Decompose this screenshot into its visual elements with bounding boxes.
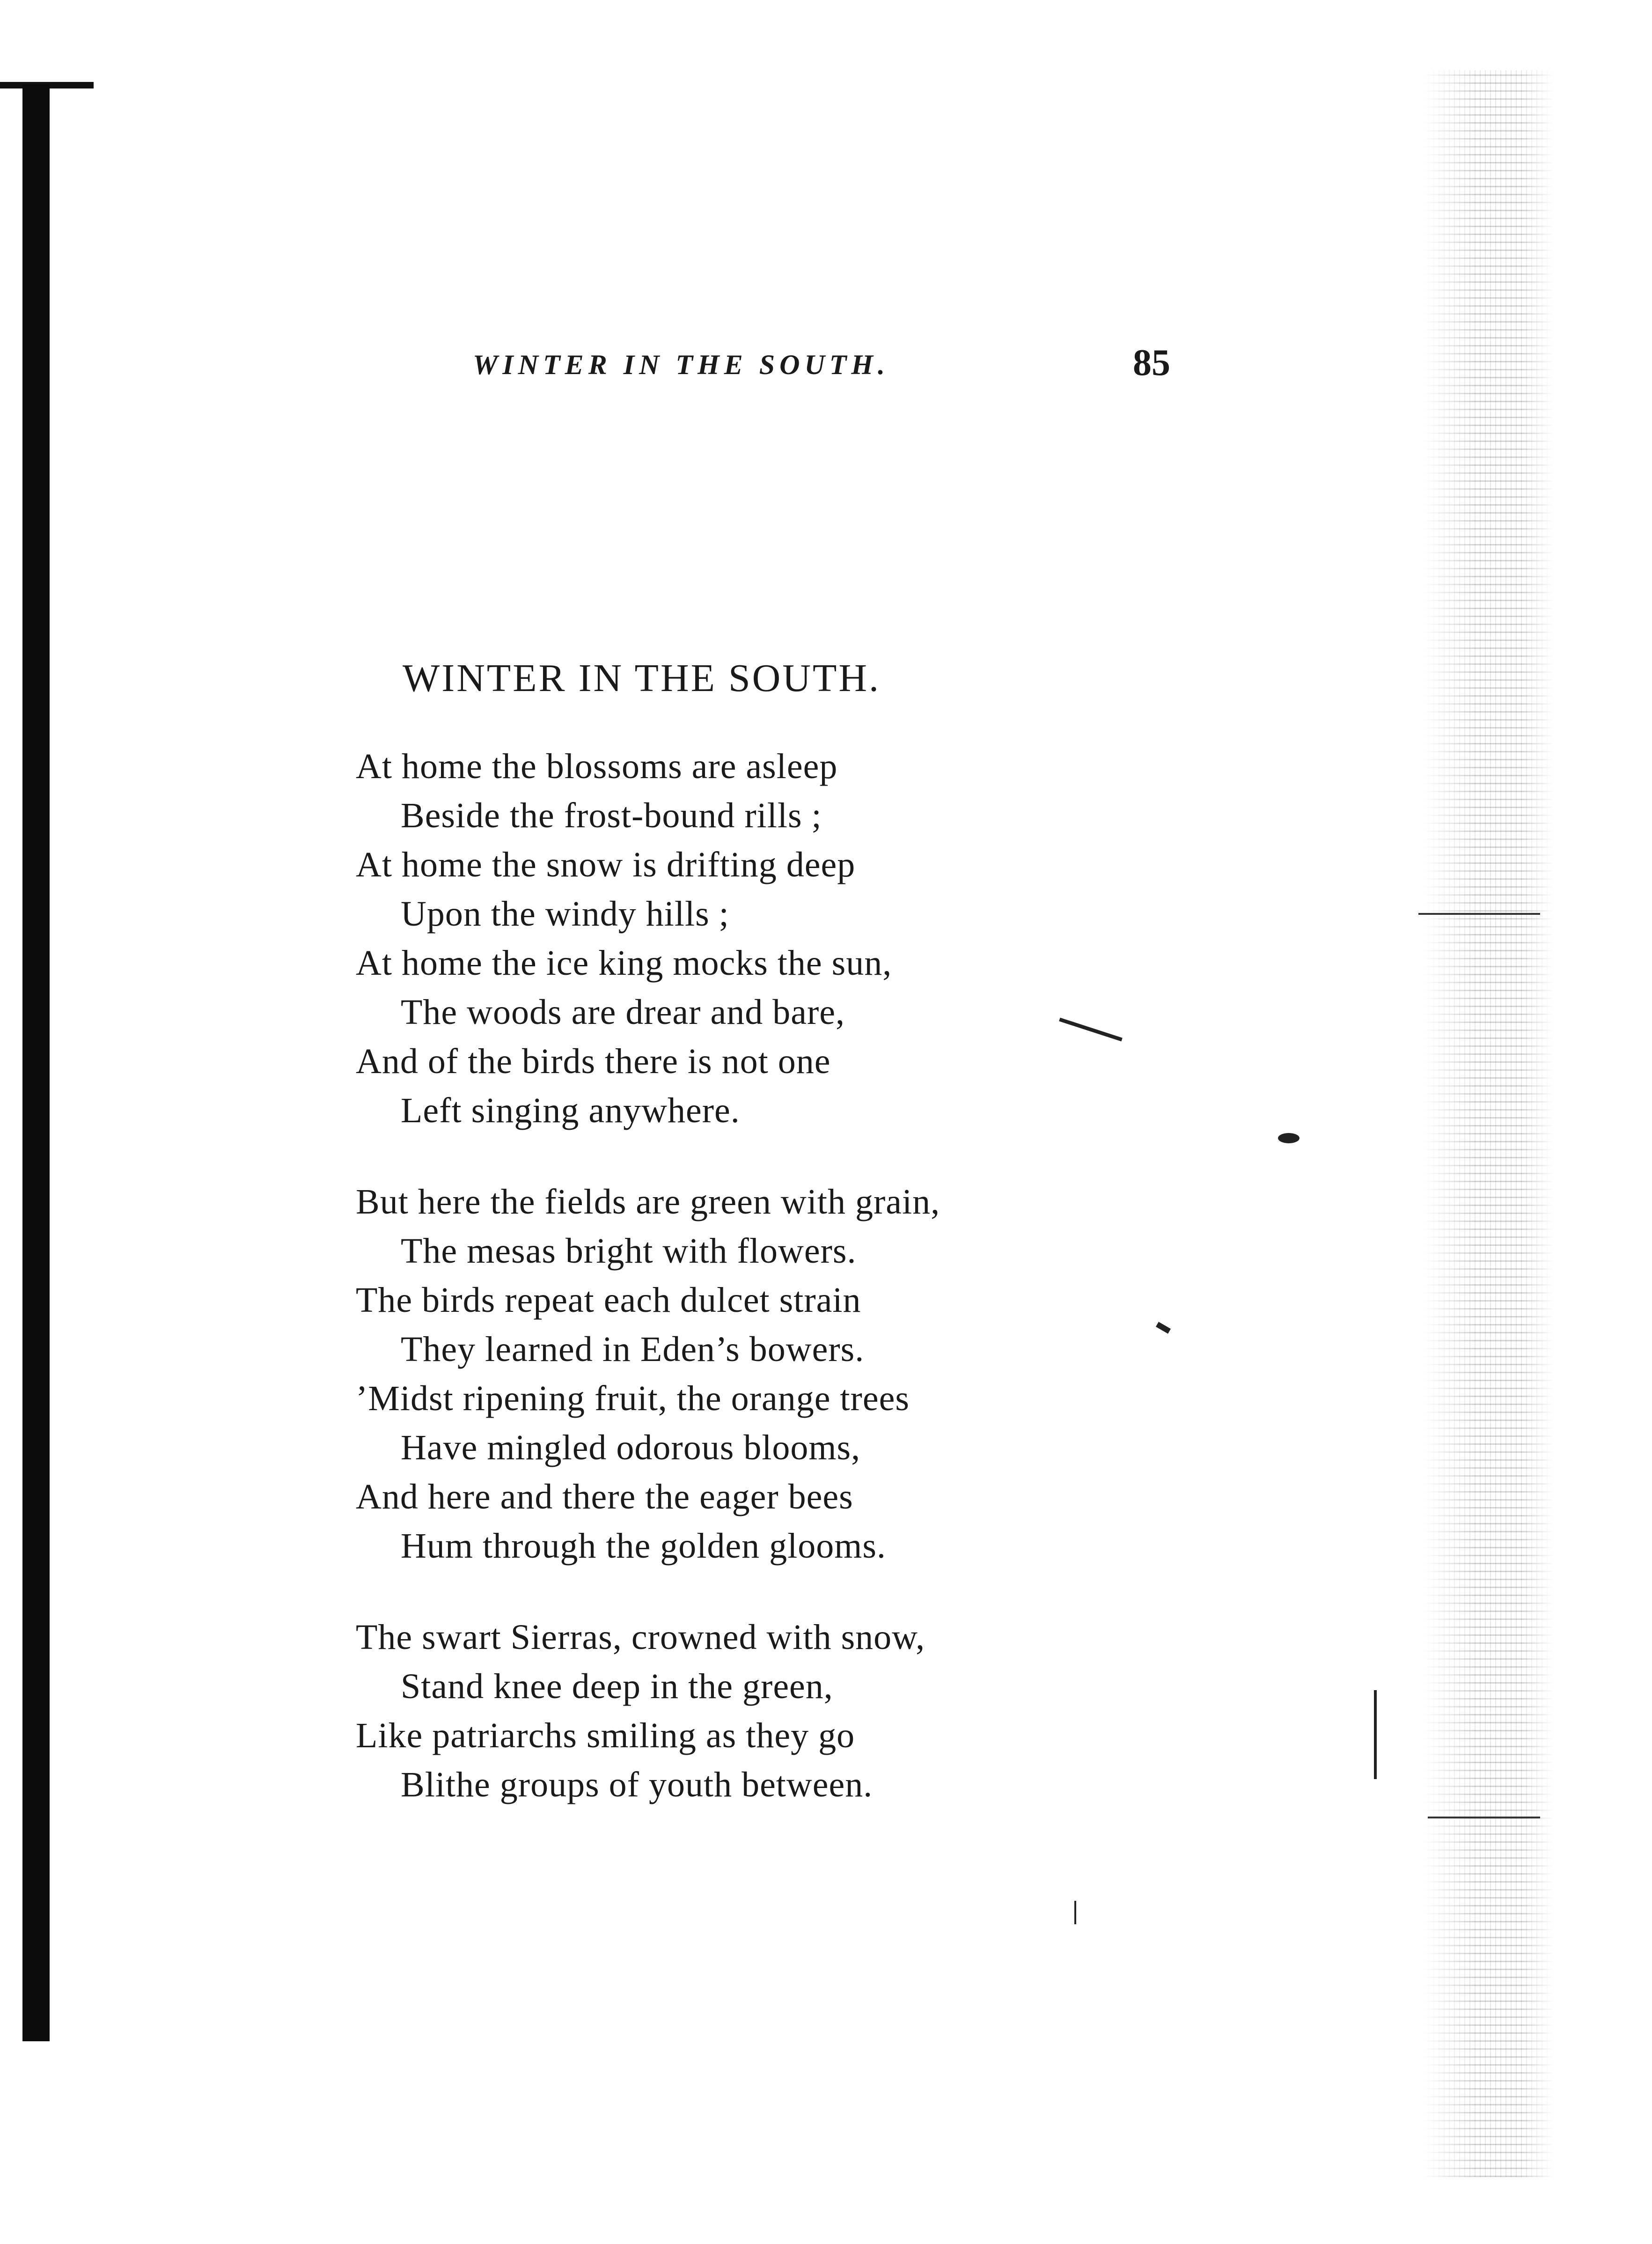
stanza-2 [356, 1177, 940, 1571]
stanza-3 [356, 1613, 925, 1810]
running-title: WINTER IN THE SOUTH. [473, 349, 890, 380]
poem-line: At home the ice king mocks the sun, [356, 943, 892, 983]
poem-line: At home the snow is drifting deep [356, 845, 856, 884]
poem-line: Stand knee deep in the green, [401, 1667, 833, 1706]
poem-line: The swart Sierras, crowned with snow, [356, 1618, 925, 1657]
poem-line: They learned in Eden’s bowers. [401, 1330, 865, 1369]
poem-line: The woods are drear and bare, [401, 993, 845, 1032]
poem-line: Have mingled odorous blooms, [401, 1428, 861, 1467]
poem-line: Left singing anywhere. [401, 1091, 740, 1130]
stanza-1 [356, 742, 892, 1135]
ink-mark-1 [1059, 1018, 1123, 1042]
ink-mark-3 [1374, 1690, 1377, 1779]
poem-line: Upon the windy hills ; [401, 894, 729, 934]
poem-line: ’Midst ripening fruit, the orange trees [356, 1379, 910, 1418]
poem-line: At home the blossoms are asleep [356, 747, 838, 786]
poem-line: The birds repeat each dulcet strain [356, 1280, 861, 1320]
poem-line: Blithe groups of youth between. [401, 1765, 873, 1804]
scan-rule-2 [1428, 1817, 1540, 1818]
ink-mark-4 [1074, 1901, 1076, 1924]
poem-line: And here and there the eager bees [356, 1477, 853, 1516]
poem-title: WINTER IN THE SOUTH. [403, 656, 881, 700]
poem-line: Beside the frost-bound rills ; [401, 796, 822, 835]
page-number: 85 [1133, 342, 1170, 383]
poem-line: And of the birds there is not one [356, 1042, 831, 1081]
scan-rule-1 [1418, 913, 1540, 915]
poem-line: The mesas bright with flowers. [401, 1231, 857, 1271]
poem-line: Hum through the golden glooms. [401, 1526, 886, 1566]
poem-line: But here the fields are green with grain, [356, 1182, 940, 1221]
binding-shadow [22, 84, 50, 2041]
ink-mark-5 [1156, 1322, 1171, 1333]
poem-line: Like patriarchs smiling as they go [356, 1716, 855, 1755]
ink-mark-2 [1278, 1133, 1300, 1143]
page-edge-noise [1423, 70, 1554, 2177]
